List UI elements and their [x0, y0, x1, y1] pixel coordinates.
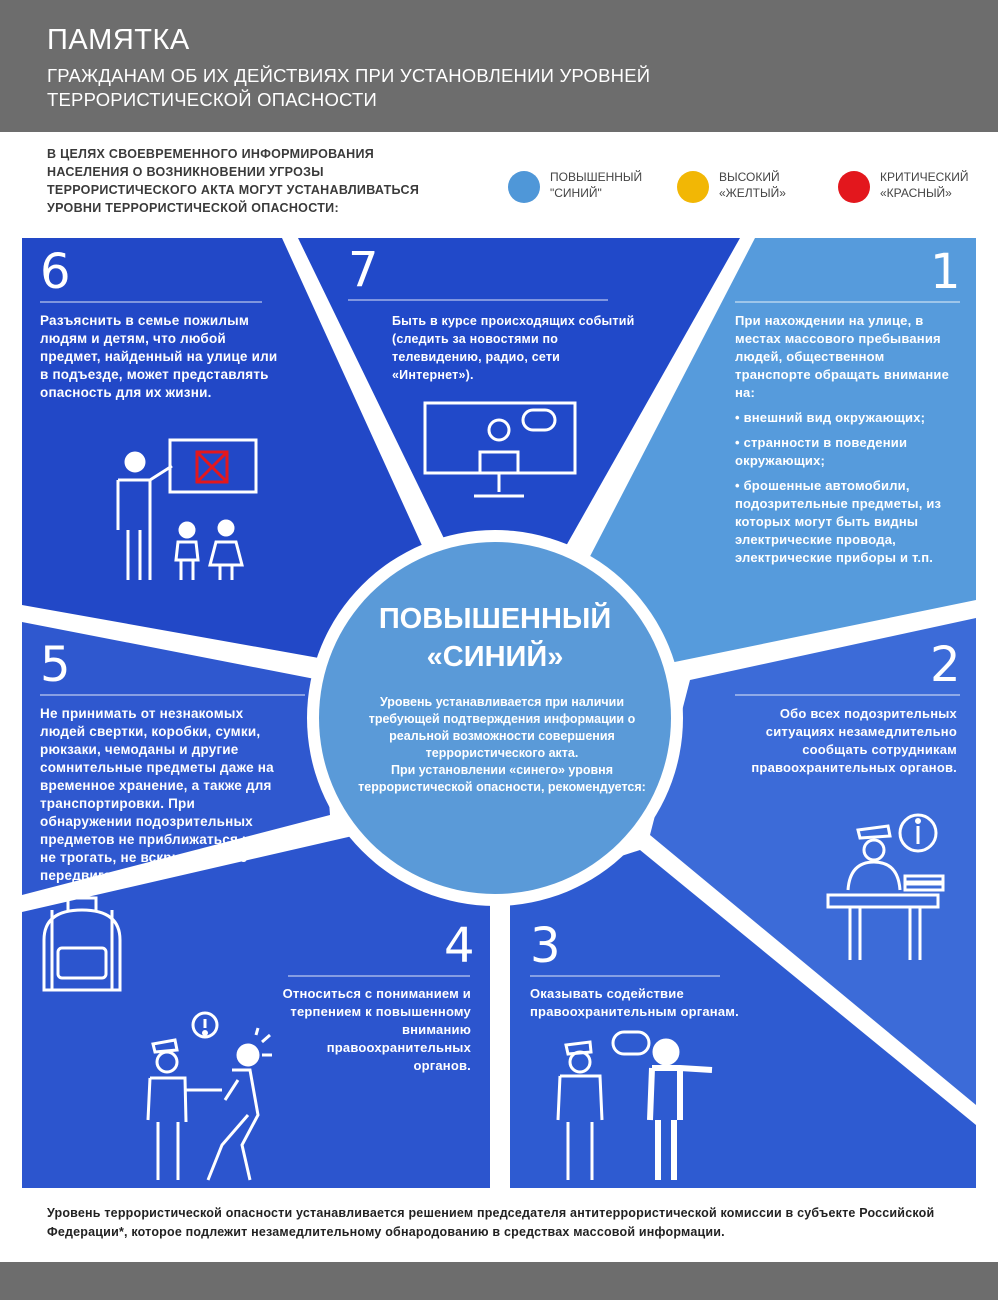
section-6-number: 6 — [40, 244, 71, 300]
section-2-text: Обо всех подозрительных ситуациях незамедлительно сообщать сотрудникам правоохранительных органов. — [751, 706, 957, 775]
level-blue-color: "СИНИЙ" — [550, 186, 602, 200]
footer-note: Уровень террористической опасности устанавливается решением председателя антитеррористической комиссии в субъекте Российской Федерации*, которое подлежит незамедлительному обнародованию в средствах массовой информации. — [47, 1206, 935, 1239]
section-1-item-2: • странности в поведении окружающих; — [735, 435, 908, 468]
center-text — [352, 694, 652, 796]
level-blue-name: ПОВЫШЕННЫЙ — [550, 170, 643, 184]
section-3-text: Оказывать содействие правоохранительным органам. — [530, 986, 739, 1019]
section-1-item-1: • внешний вид окружающих; — [735, 410, 926, 425]
center-title — [340, 600, 650, 676]
center-text-1: Уровень устанавливается при наличии требующей подтверждения информации о реальной возможности совершения террористического акта. — [368, 695, 636, 760]
section-4-text: Относиться с пониманием и терпением к повышенному вниманию правоохранительных органов. — [282, 986, 471, 1073]
section-2-number: 2 — [930, 637, 961, 693]
section-1-number: 1 — [930, 244, 961, 300]
section-1-item-3: • брошенные автомобили, подозрительные предметы, из которых могут быть видны электрические провода, электрические приборы и т.п. — [735, 478, 942, 565]
level-yellow-color: «ЖЕЛТЫЙ» — [719, 186, 786, 200]
center-title-line2: «СИНИЙ» — [426, 641, 564, 673]
section-7-number: 7 — [348, 242, 379, 298]
section-1-text — [735, 312, 955, 574]
section-5-text: Не принимать от незнакомых людей свертки, коробки, сумки, рюкзаки, чемоданы и другие сомнительные предметы даже на временное хранение, а также для транспортировки. При обнаружении подозрительных предметов не приближаться к ним, не трогать, не вскрывать и не передвигать. — [40, 706, 284, 883]
page-subtitle: ГРАЖДАНАМ ОБ ИХ ДЕЙСТВИЯХ ПРИ УСТАНОВЛЕНИИ УРОВНЕЙ ТЕРРОРИСТИЧЕСКОЙ ОПАСНОСТИ — [47, 65, 651, 110]
level-yellow-name: ВЫСОКИЙ — [719, 170, 780, 184]
center-text-2: При установлении «синего» уровня террористической опасности, рекомендуется: — [358, 763, 646, 794]
page-title: ПАМЯТКА — [47, 24, 190, 56]
footer-bar — [0, 1262, 998, 1300]
level-red-name: КРИТИЧЕСКИЙ — [880, 170, 969, 184]
center-title-line1: ПОВЫШЕННЫЙ — [378, 603, 612, 635]
section-4-number: 4 — [444, 918, 475, 974]
level-red-color: «КРАСНЫЙ» — [880, 186, 952, 200]
section-5-number: 5 — [40, 637, 71, 693]
section-6-text: Разъяснить в семье пожилым людям и детям, что любой предмет, найденный на улице или в подъезде, может представлять опасность для их жизни. — [40, 313, 278, 400]
section-1-intro: При нахождении на улице, в местах массового пребывания людей, общественном транспорте обращать внимание на: — [735, 313, 950, 400]
intro-text: В ЦЕЛЯХ СВОЕВРЕМЕННОГО ИНФОРМИРОВАНИЯ НАСЕЛЕНИЯ О ВОЗНИКНОВЕНИИ УГРОЗЫ ТЕРРОРИСТИЧЕСКОГО АКТА МОГУТ УСТАНАВЛИВАТЬСЯ УРОВНИ ТЕРРОРИСТИЧЕСКОЙ ОПАСНОСТИ: — [47, 147, 420, 215]
section-7-text: Быть в курсе происходящих событий (следить за новостями по телевидению, радио, сети «Интернет»). — [392, 314, 635, 382]
section-3-number: 3 — [530, 918, 561, 974]
